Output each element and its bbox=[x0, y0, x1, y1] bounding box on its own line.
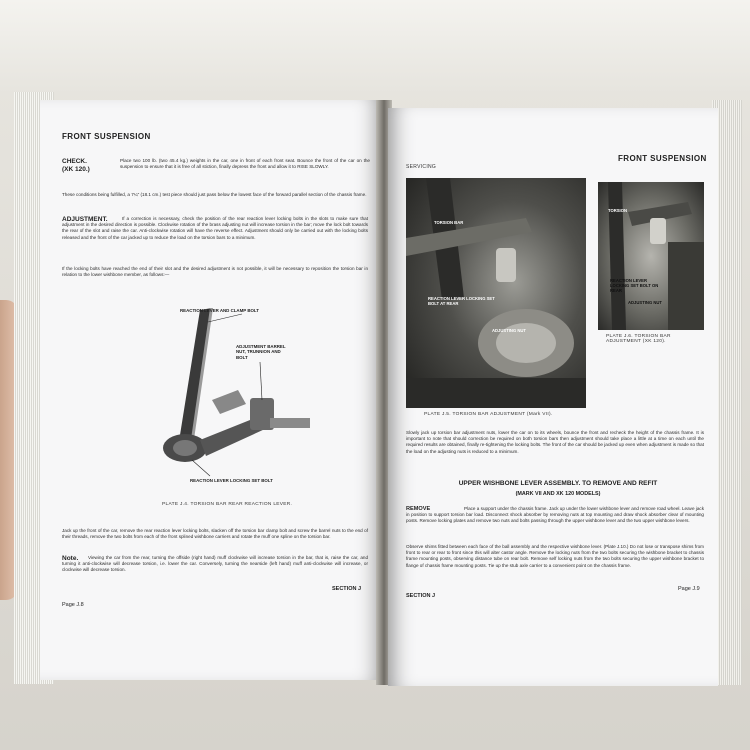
label-torsion-bar: TORSION BAR bbox=[434, 220, 464, 225]
label-torsion: TORSION bbox=[608, 208, 628, 213]
frame-rail bbox=[608, 182, 626, 330]
adjustment-heading: ADJUSTMENT. bbox=[62, 216, 108, 223]
adjustment-text: If a correction is necessary, check the position of the rear reaction lever locking bolts in the slots to make sure that adjustment in the desired direction is possible. Clockwise rotation of the brass adjusting nut will increase torsion in the bar; move the lock bolt towards the rear of the slot and raise the car. Anti-clockwise rotation will have the reverse effect. Adjustment should only be carried out with the locking bolts released and the front of the car jacked up to reduce the load on the torsion bars to a minimum. bbox=[62, 216, 368, 240]
leader-line-3 bbox=[192, 460, 210, 476]
right-section-label: SECTION J bbox=[406, 593, 436, 599]
note-heading: Note. bbox=[62, 555, 79, 562]
photo-torsion-bar-xk120 bbox=[598, 182, 704, 330]
plate-j5-caption: PLATE J.5. TORSION BAR ADJUSTMENT (Mark VII). bbox=[424, 412, 553, 417]
label-locking-set-bolt: REACTION LEVER LOCKING SET BOLT bbox=[190, 478, 273, 483]
upper-wishbone-title: UPPER WISHBONE LEVER ASSEMBLY. TO REMOVE AND REFIT bbox=[458, 480, 658, 487]
label-locking-set-bolt-rear: REACTION LEVER LOCKING SET BOLT AT REAR bbox=[428, 296, 495, 306]
adjuster-shape bbox=[650, 218, 666, 244]
check-subheading: (XK 120.) bbox=[62, 166, 90, 173]
locking-bolts-text: If the locking bolts have reached the end of their slot and the desired adjustment is not possible, it will be necessary to reposition the torsion bar in relation to the lower wishbone member, as follows:— bbox=[62, 266, 368, 278]
right-page-header: FRONT SUSPENSION bbox=[618, 154, 707, 163]
servicing-header: SERVICING bbox=[406, 164, 437, 170]
photo-torsion-bar-xk120-illustration bbox=[598, 182, 704, 330]
left-page-number: Page J.8 bbox=[62, 602, 84, 608]
left-page bbox=[40, 100, 382, 680]
right-page bbox=[388, 108, 718, 686]
photo-torsion-bar-mark-vii-illustration bbox=[406, 178, 586, 408]
adjusting-nut-shape bbox=[496, 248, 516, 282]
check-text: Place two 100 lb. (two 45.4 kg.) weights in the car, one in front of each front seat. Bounce the front of the car on the suspension to ensure that it is free of all stiction, finally depress the front and allow it to RISE SLOWLY. bbox=[120, 158, 370, 170]
right-page-number: Page J.9 bbox=[678, 586, 700, 592]
slowly-jack-text: Slowly jack up torsion bar adjustment nuts, lower the car on to its wheels, bounce the front and recheck the height of the chassis frame. It is important to note that should correction be required on both torsion bars then adjustment should take place a little at a time on each until the required results are obtained, finally re-tightening the locking bolts. The front of the car should be jacked up even when adjustment is made so that the load on the adjusting nuts is reduced to a minimum. bbox=[406, 430, 704, 454]
frame-side bbox=[668, 242, 704, 330]
models-subtitle: (MARK VII AND XK 120 MODELS) bbox=[515, 491, 601, 497]
trunnion-bolt bbox=[270, 418, 310, 428]
left-section-label: SECTION J bbox=[332, 586, 362, 592]
locking-plate bbox=[212, 390, 246, 414]
frame-lower bbox=[406, 378, 586, 408]
plate-j6-caption: PLATE J.6. TORSION BAR ADJUSTMENT (XK 120). bbox=[606, 334, 671, 344]
observe-shims-text: Observe shims fitted between each face of the ball assembly and the respective wishbone lever. (Plate J.10.) Do not lose or transpose shims from front to rear or rear to front since this will alter castor angle. Remove the locking nuts from the two bolts securing the wishbone bracket to chassis frame mounting posts, observing distance tube on rear bolt. Remove self locking nuts from the two bolts securing the upper wishbone bracket to flange of chassis frame mounting posts. Tie up the stub axle carrier to a convenient point on the chassis frame. bbox=[406, 544, 704, 568]
remove-text: Place a support under the chassis frame. Jack up under the lower wishbone lever and remove road wheel. Leave jack in position to support torsion bar load. Disconnect shock absorber by removing nuts at top mounting and draw shock absorber clear of mounting posts. Remove locking plates and remove two nuts and bolts passing through the upper wishbone lever and the two upper wishbone levers. bbox=[406, 506, 704, 524]
photo-torsion-bar-mark-vii bbox=[406, 178, 586, 408]
plate-j4-caption: PLATE J.4. TORSION BAR REAR REACTION LEVER. bbox=[162, 502, 293, 507]
leader-line-1 bbox=[208, 314, 242, 322]
remove-heading: REMOVE bbox=[406, 506, 431, 512]
label-adjustment-barrel: ADJUSTMENT BARREL NUT, TRUNNION AND BOLT bbox=[236, 344, 286, 360]
label-reaction-lever-clamp-bolt: REACTION LEVER AND CLAMP BOLT bbox=[180, 308, 259, 313]
leader-line-2 bbox=[260, 362, 262, 400]
jack-up-text: Jack up the front of the car, remove the rear reaction lever locking bolts, slacken off the torsion bar clamp bolt and screw the barrel nuts to the end of their threads, remove the two bolts from each of the front splined wishbone carriers and rotate the muff one spline on the torsion bar. bbox=[62, 528, 368, 540]
backdrop bbox=[0, 0, 750, 95]
conditions-text: These conditions being fulfilled, a 7¼" (18.1 cm.) test piece should just pass below the lowest face of the forward parallel section of the chassis frame. bbox=[62, 192, 367, 197]
left-page-header: FRONT SUSPENSION bbox=[62, 132, 151, 141]
clamp-bolt bbox=[173, 440, 197, 456]
note-text: Viewing the car from the rear, turning the offside (right hand) muff clockwise will increase torsion in the bar, that is, raise the car, and turning it anti-clockwise will decrease torsion, i.e. lower the car. Conversely, turning the nearside (left hand) muff anti-clockwise will increase, or clockwise will decrease torsion. bbox=[62, 555, 368, 573]
label-set-bolt-rear: REACTION LEVER LOCKING SET BOLT ON REAR bbox=[610, 278, 659, 293]
label-adj-nut: ADJUSTING NUT bbox=[628, 300, 662, 305]
check-heading: CHECK. bbox=[62, 158, 87, 165]
label-adjusting-nut: ADJUSTING NUT bbox=[492, 328, 526, 333]
torsion-bar-reaction-lever-diagram bbox=[150, 300, 320, 485]
